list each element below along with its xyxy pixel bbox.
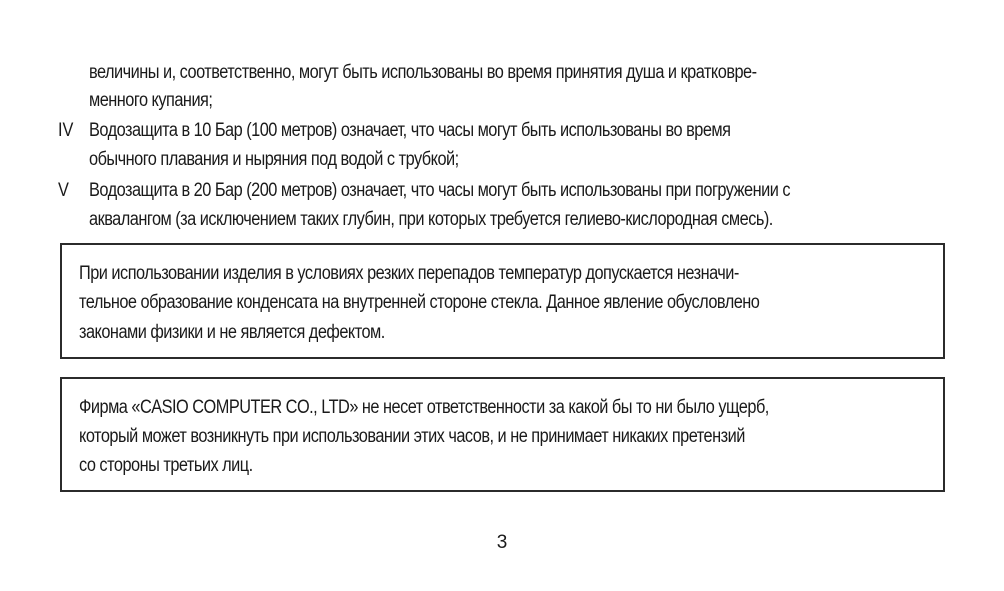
list-marker-v: V <box>58 180 69 201</box>
liability-disclaimer-box <box>60 377 945 492</box>
continuation-line-1: величины и, соответственно, могут быть использованы во время принятия душа и кратковре- <box>89 62 757 83</box>
condensation-notice-line-2: тельное образование конденсата на внутренней стороне стекла. Данное явление обусловлено <box>79 292 760 313</box>
list-item-v <box>58 180 948 236</box>
list-item-v-line-2: аквалангом (за исключением таких глубин, при которых требуется гелиево-кислородная смесь). <box>89 209 773 230</box>
list-item-v-line-1: Водозащита в 20 Бар (200 метров) означает, что часы могут быть использованы при погружении с <box>89 180 791 201</box>
list-marker-iv: IV <box>58 120 74 141</box>
liability-disclaimer-line-3: со стороны третьих лиц. <box>79 455 253 476</box>
list-item-iv-line-1: Водозащита в 10 Бар (100 метров) означает, что часы могут быть использованы во время <box>89 120 731 141</box>
page-number: 3 <box>496 532 508 553</box>
condensation-notice-box <box>60 243 945 359</box>
liability-disclaimer-line-1: Фирма «CASIO COMPUTER CO., LTD» не несет ответственности за какой бы то ни было ущерб, <box>79 397 769 418</box>
condensation-notice-line-1: При использовании изделия в условиях резких перепадов температур допускается незначи- <box>79 263 739 284</box>
continuation-line-2: менного купания; <box>89 90 213 111</box>
liability-disclaimer-line-2: который может возникнуть при использовании этих часов, и не принимает никаких претензий <box>79 426 745 447</box>
condensation-notice-line-3: законами физики и не является дефектом. <box>79 322 385 343</box>
list-item-iv <box>58 120 948 176</box>
list-item-iv-line-2: обычного плавания и ныряния под водой с трубкой; <box>89 149 459 170</box>
